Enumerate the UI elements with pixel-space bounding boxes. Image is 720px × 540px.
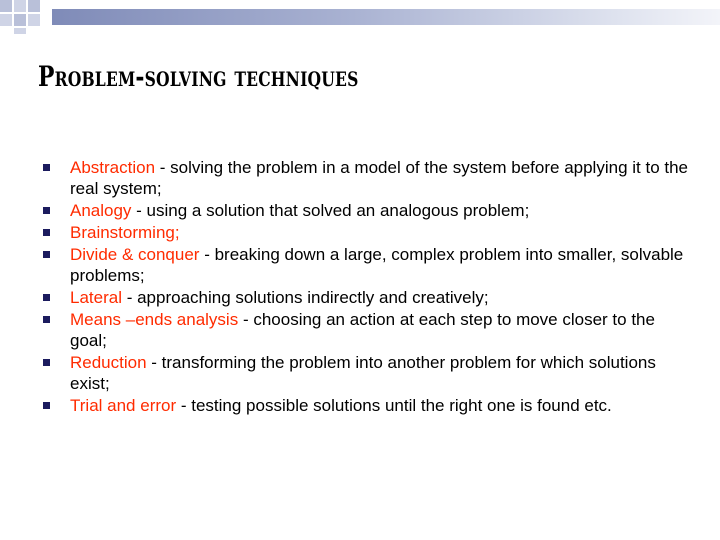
technique-term: Reduction — [70, 353, 147, 372]
technique-description: - choosing an action at each step to move closer to the goal; — [70, 310, 655, 350]
technique-description: - breaking down a large, complex problem into smaller, solvable problems; — [70, 245, 684, 285]
decorative-header-band — [0, 0, 720, 34]
decorative-square — [28, 14, 40, 26]
technique-term: Means –ends analysis — [70, 310, 239, 329]
decorative-square — [28, 0, 40, 12]
decorative-square — [14, 28, 26, 34]
bullet-item — [40, 352, 690, 394]
slide-title: Problem-solving techniques — [38, 60, 359, 93]
technique-description: - using a solution that solved an analogous problem; — [131, 201, 530, 220]
bullet-list — [40, 157, 690, 417]
technique-description: - solving the problem in a model of the system before applying it to the real system; — [70, 158, 688, 198]
decorative-square — [14, 14, 26, 26]
bullet-item — [40, 395, 690, 416]
technique-term: Abstraction — [70, 158, 156, 177]
bullet-item — [40, 287, 690, 308]
technique-term: Divide & conquer — [70, 245, 200, 264]
square-bullet-icon — [43, 164, 50, 171]
decorative-square — [14, 0, 26, 12]
technique-description: - testing possible solutions until the right one is found etc. — [176, 396, 612, 415]
technique-term: Trial and error — [70, 396, 177, 415]
square-bullet-icon — [43, 207, 50, 214]
bullet-item — [40, 157, 690, 199]
square-bullet-icon — [43, 402, 50, 409]
square-bullet-icon — [43, 229, 50, 236]
bullet-item — [40, 244, 690, 286]
technique-term: Lateral — [70, 288, 122, 307]
bullet-item — [40, 222, 690, 243]
technique-term: Analogy — [70, 201, 132, 220]
decorative-square — [0, 0, 12, 12]
bullet-item — [40, 200, 690, 221]
bullet-item — [40, 309, 690, 351]
square-bullet-icon — [43, 251, 50, 258]
technique-description: - transforming the problem into another problem for which solutions exist; — [70, 353, 656, 393]
square-bullet-icon — [43, 359, 50, 366]
technique-description: - approaching solutions indirectly and creatively; — [121, 288, 489, 307]
decorative-square — [0, 14, 12, 26]
decorative-gradient-bar — [52, 9, 720, 25]
square-bullet-icon — [43, 316, 50, 323]
technique-term: Brainstorming; — [70, 223, 180, 242]
square-bullet-icon — [43, 294, 50, 301]
